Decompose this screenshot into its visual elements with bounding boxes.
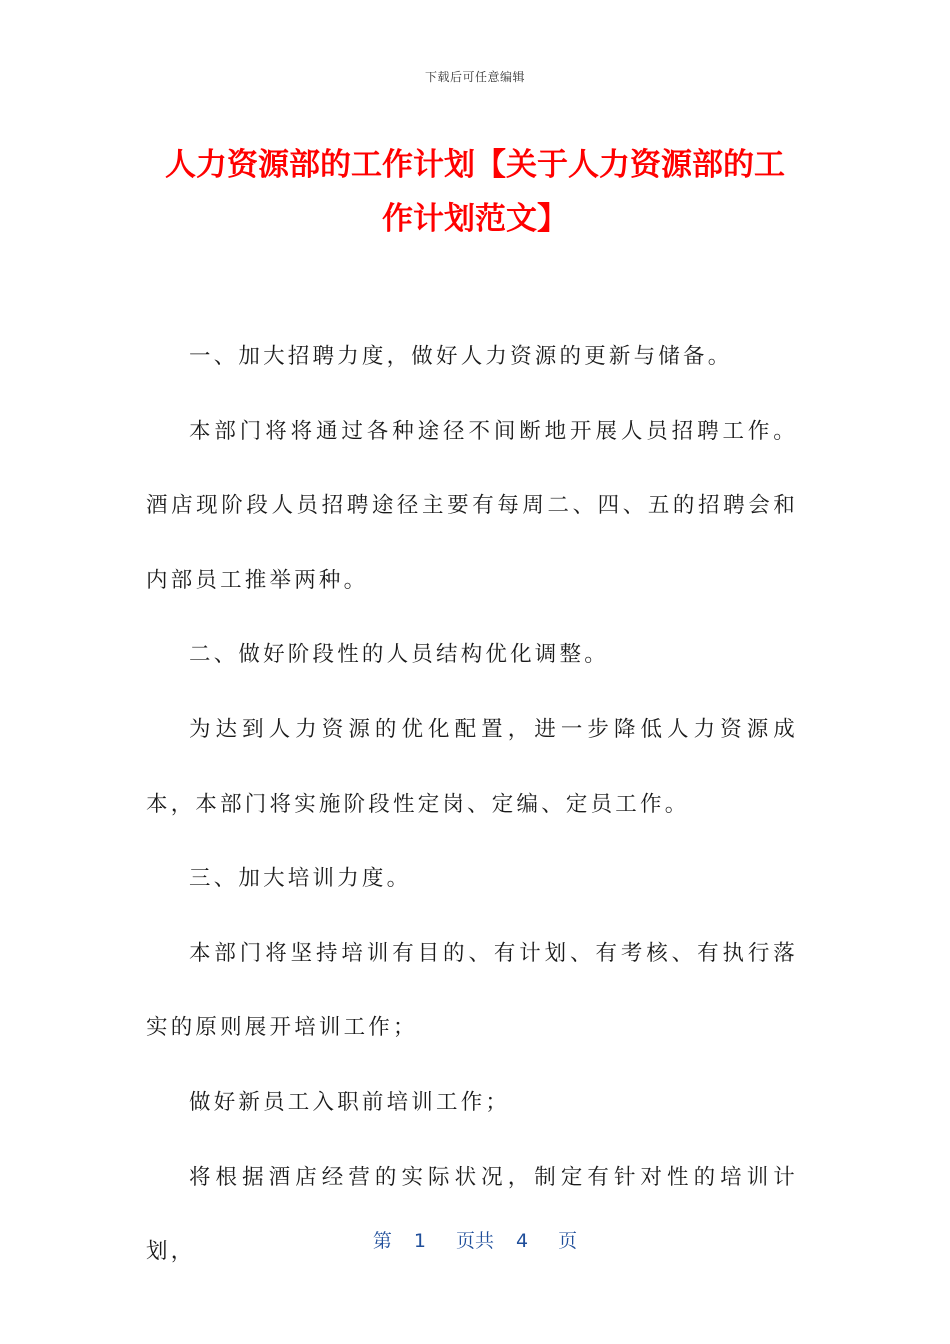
- document-title: 人力资源部的工作计划【关于人力资源部的工作计划范文】: [165, 147, 785, 237]
- page-label-suffix: 页: [558, 1230, 578, 1252]
- total-pages-number: 4: [516, 1230, 529, 1252]
- page-footer: [0, 1226, 950, 1253]
- document-body: [146, 320, 798, 1290]
- paragraph-recruitment: 本部门将将通过各种途径不间断地开展人员招聘工作。酒店现阶段人员招聘途径主要有每周二、四、五的招聘会和内部员工推举两种。: [146, 418, 798, 593]
- section-heading-training: 三、加大培训力度。: [189, 866, 412, 892]
- section-heading-recruitment: 一、加大招聘力度，做好人力资源的更新与储备。: [189, 344, 733, 369]
- page-label-prefix: 第: [372, 1230, 392, 1252]
- header-note: 下载后可任意编辑: [424, 70, 525, 84]
- paragraph-new-staff-training: 做好新员工入职前培训工作；: [189, 1089, 511, 1115]
- paragraph-structure: 为达到人力资源的优化配置，进一步降低人力资源成本，本部门将实施阶段性定岗、定编、定员工作。: [146, 716, 798, 817]
- page-label-mid: 页共: [455, 1230, 494, 1252]
- current-page-number: 1: [413, 1230, 426, 1252]
- paragraph-training-principle: 本部门将坚持培训有目的、有计划、有考核、有执行落实的原则展开培训工作；: [146, 940, 798, 1041]
- paragraph-training-plan: 将根据酒店经营的实际状况，制定有针对性的培训计划，: [146, 1164, 798, 1265]
- section-heading-structure: 二、做好阶段性的人员结构优化调整。: [189, 642, 609, 668]
